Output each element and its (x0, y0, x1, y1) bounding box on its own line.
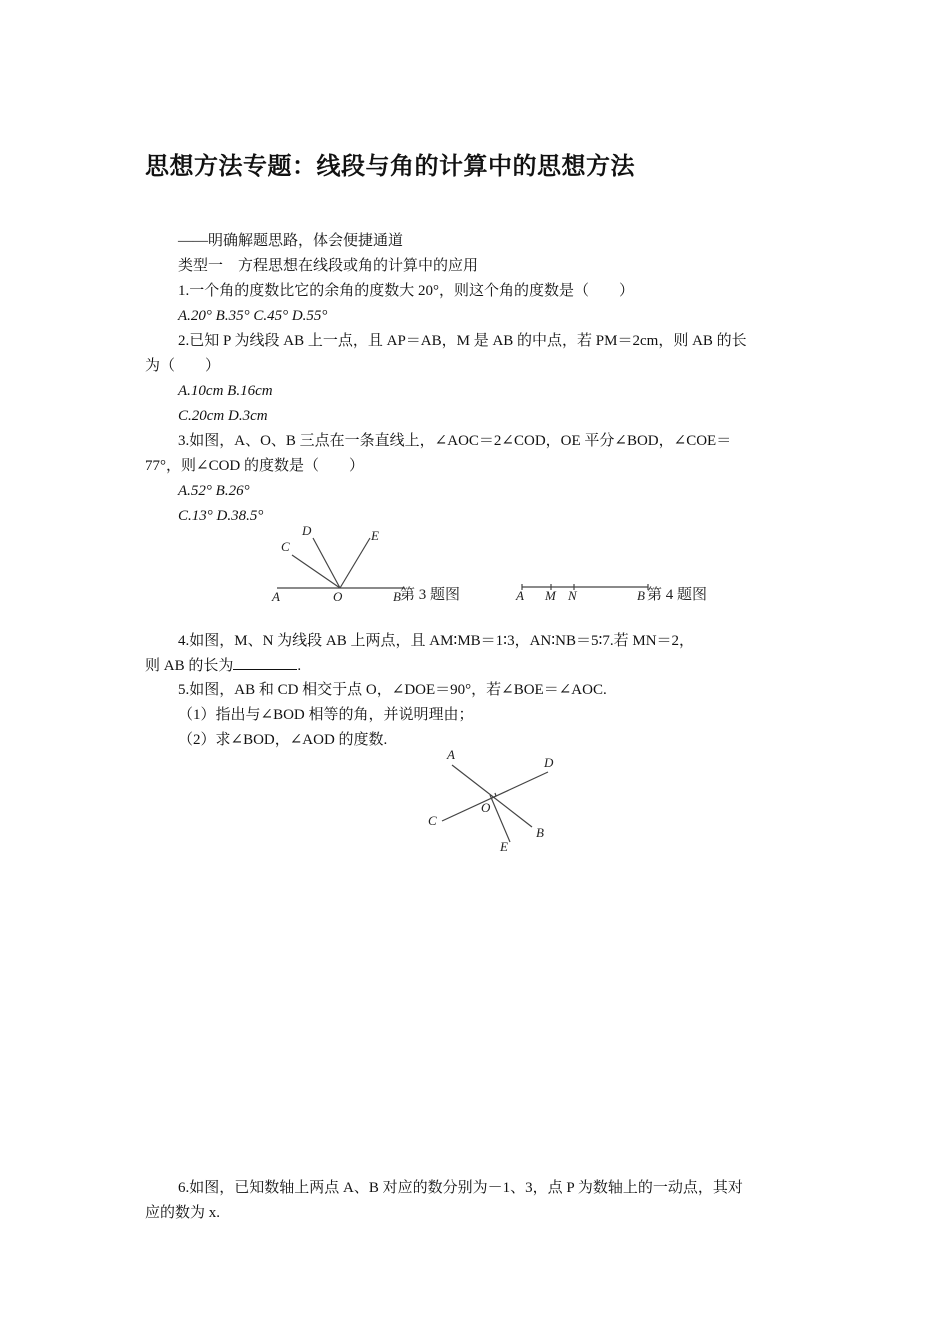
question-5-part-2: （2）求∠BOD，∠AOD 的度数. (178, 732, 388, 748)
question-3-stem-cont: 77°，则∠COD 的度数是（ ） (145, 458, 364, 474)
question-1-stem: 1.一个角的度数比它的余角的度数大 20°，则这个角的度数是（ ） (178, 283, 635, 299)
ray-od (313, 538, 340, 588)
figure-5 (420, 745, 570, 860)
question-2-stem: 2.已知 P 为线段 AB 上一点，且 AP＝AB，M 是 AB 的中点，若 PM＝2cm，则 AB 的长 (178, 333, 747, 349)
question-6-stem-cont: 应的数为 x. (145, 1205, 221, 1221)
question-2-options-ab: A.10cm B.16cm (178, 383, 273, 399)
figure-3-caption: 第 3 题图 (400, 587, 461, 603)
label-e: E (371, 528, 379, 543)
label-n: N (568, 588, 577, 603)
right-angle-mark (492, 793, 496, 798)
figure-4-caption: 第 4 题图 (647, 587, 708, 603)
question-5-part-1: （1）指出与∠BOD 相等的角，并说明理由； (178, 707, 474, 723)
label-o: O (333, 589, 343, 604)
ray-oe (340, 538, 370, 588)
question-4-text: 则 AB 的长为 (145, 658, 234, 674)
label-b: B (637, 588, 645, 603)
label-d: D (302, 523, 312, 538)
label-e: E (500, 839, 508, 854)
question-3-options-ab: A.52° B.26° (178, 483, 250, 499)
question-4-stem: 4.如图，M、N 为线段 AB 上两点，且 AM∶MB＝1∶3，AN∶NB＝5∶7.若 MN＝2， (178, 633, 695, 649)
question-2-options-cd: C.20cm D.3cm (178, 408, 268, 424)
label-b: B (536, 825, 544, 840)
ray-oc (292, 555, 340, 588)
label-b: B (393, 589, 401, 604)
subtitle: ——明确解题思路，体会便捷通道 (178, 233, 404, 249)
answer-blank[interactable] (233, 654, 297, 670)
question-3-options-cd: C.13° D.38.5° (178, 508, 264, 524)
page-title: 思想方法专题：线段与角的计算中的思想方法 (145, 152, 635, 180)
label-d: D (544, 755, 554, 770)
label-m: M (545, 588, 556, 603)
label-c: C (428, 813, 437, 828)
question-5-stem: 5.如图，AB 和 CD 相交于点 O，∠DOE＝90°，若∠BOE＝∠AOC. (178, 682, 607, 698)
question-6-stem: 6.如图，已知数轴上两点 A、B 对应的数分别为－1、3，点 P 为数轴上的一动点，其对 (178, 1180, 743, 1196)
question-2-stem-cont: 为（ ） (145, 358, 221, 374)
question-4-stem-cont (145, 654, 301, 678)
line-ab (452, 765, 532, 827)
label-o: O (481, 800, 491, 815)
question-4-period: . (297, 658, 302, 674)
label-c: C (281, 539, 290, 554)
figure-3 (265, 520, 485, 610)
label-a: A (272, 589, 280, 604)
label-a: A (447, 747, 455, 762)
question-3-stem: 3.如图，A、O、B 三点在一条直线上，∠AOC＝2∠COD，OE 平分∠BOD，∠COE＝ (178, 433, 732, 449)
question-1-options: A.20° B.35° C.45° D.55° (178, 308, 328, 324)
label-a: A (516, 588, 524, 603)
figure-4 (510, 575, 730, 610)
section-heading: 类型一 方程思想在线段或角的计算中的应用 (178, 258, 479, 274)
